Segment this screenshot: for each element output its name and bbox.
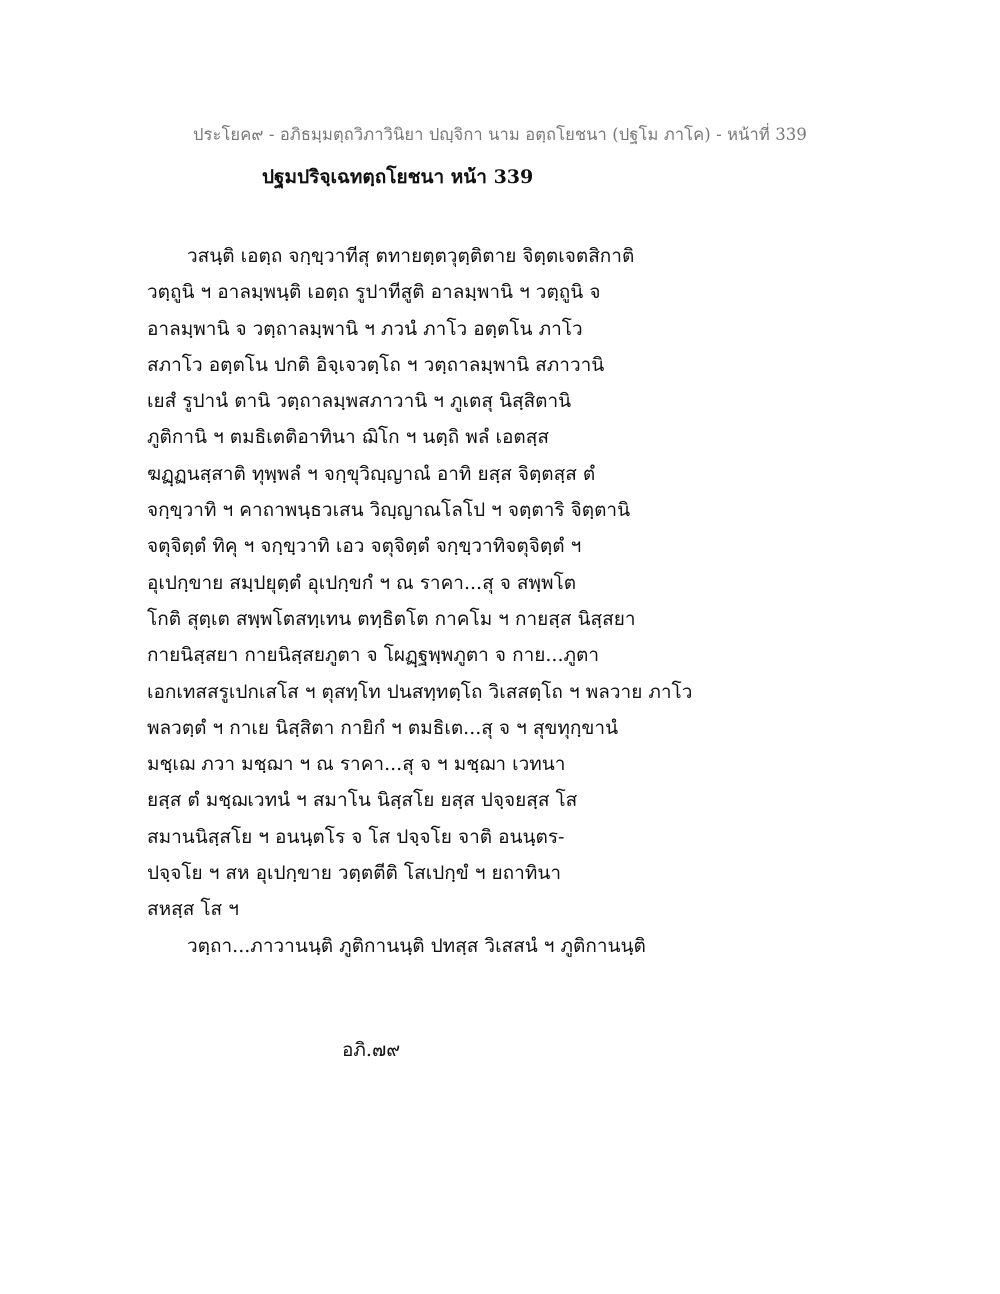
text-line: วสนฺติ เอตฺถ จกฺขฺวาทีสุ ตทายตฺตวุตฺติตาย จิตฺตเจตสิกาติ <box>187 245 635 267</box>
text-line: กายนิสฺสยา กายนิสฺสยภูตา จ โผฏฺฐพฺพภูตา จ กาย...ภูตา <box>147 644 600 667</box>
text-line: มชฺเฌ ภวา มชฺฌา ฯ ณ ราคา...สุ จ ฯ มชฺฌา เวทนา <box>147 753 566 776</box>
text-line: จกฺขฺวาทิ ฯ คาถาพนฺธวเสน วิญฺญาณโลโป ฯ จตฺตาริ จิตฺตานิ <box>147 499 631 522</box>
text-line: สหสฺส โส ฯ <box>147 898 239 921</box>
text-line: อาลมฺพานิ จ วตฺถาลมฺพานิ ฯ ภวนํ ภาโว อตฺตโน ภาโว <box>147 317 583 340</box>
text-line: จตุจิตฺตํ ทิคุ ฯ จกฺขฺวาทิ เอว จตุจิตฺตํ จกฺขฺวาทิจตุจิตฺตํ ฯ <box>147 535 582 558</box>
body-text <box>147 238 867 964</box>
footer-reference: อภิ.๗๙ <box>342 1039 401 1061</box>
text-line: ยสฺส ตํ มชฺฌเวทนํ ฯ สมาโน นิสฺสโย ยสฺส ปจฺจยสฺส โส <box>147 789 578 812</box>
text-line: วตฺถูนิ ฯ อาลมฺพนฺติ เอตฺถ รูปาทีสูติ อาลมฺพานิ ฯ วตฺถูนิ จ <box>147 281 601 304</box>
text-line: สมานนิสฺสโย ฯ อนนฺตโร จ โส ปจฺจโย จาติ อนนฺตร- <box>147 825 565 848</box>
running-header <box>0 122 1000 148</box>
text-line: อุเปกฺขาย สมฺปยุตฺตํ อุเปกฺขกํ ฯ ณ ราคา...สุ จ สพฺพโต <box>147 571 577 594</box>
text-line: ฆฏฺฏนสฺสาติ ทุพฺพลํ ฯ จกฺขุวิญฺญาณํ อาทิ ยสฺส จิตฺตสฺส ตํ <box>147 462 596 485</box>
text-line: เยสํ รูปานํ ตานิ วตฺถาลมฺพสภาวานิ ฯ ภูเตสุ นิสฺสิตานิ <box>147 390 572 413</box>
text-line: เอกเทสสรูเปกเสโส ฯ ตุสทฺโท ปนสทฺทตฺโถ วิเสสตฺโถ ฯ พลวาย ภาโว <box>147 680 693 703</box>
running-header-text: ประโยค๙ - อภิธมฺมตฺถวิภาวินิยา ปญฺจิกา นาม อตฺถโยชนา (ปฐโม ภาโค) - หน้าที่ 339 <box>192 125 808 144</box>
text-line: สภาโว อตฺตโน ปกติ อิจฺเจวตฺโถ ฯ วตฺถาลมฺพานิ สภาวานิ <box>147 353 605 376</box>
text-line: ปจฺจโย ฯ สห อุเปกฺขาย วตฺตตีติ โสเปกฺขํ ฯ ยถาทินา <box>147 862 562 885</box>
text-line: ภูติกานิ ฯ ตมธิเตติอาทินา ฌิโก ฯ นตฺถิ พลํ เอตสฺส <box>147 426 549 449</box>
text-line: วตฺถา...ภาวานนฺติ ภูติกานนฺติ ปทสฺส วิเสสนํ ฯ ภูติกานนฺติ <box>187 934 646 957</box>
text-line: โกติ สุตฺเต สพฺพโตสทฺเทน ตทฺธิตโต กาคโม ฯ กายสฺส นิสฺสยา <box>147 607 636 630</box>
text-line: พลวตฺตํ ฯ กาเย นิสฺสิตา กายิกํ ฯ ตมธิเต...สุ จ ฯ สุขทุกฺขานํ <box>147 716 619 739</box>
section-title: ปฐมปริจฺเฉทตฺถโยชนา หน้า 339 <box>262 166 534 188</box>
